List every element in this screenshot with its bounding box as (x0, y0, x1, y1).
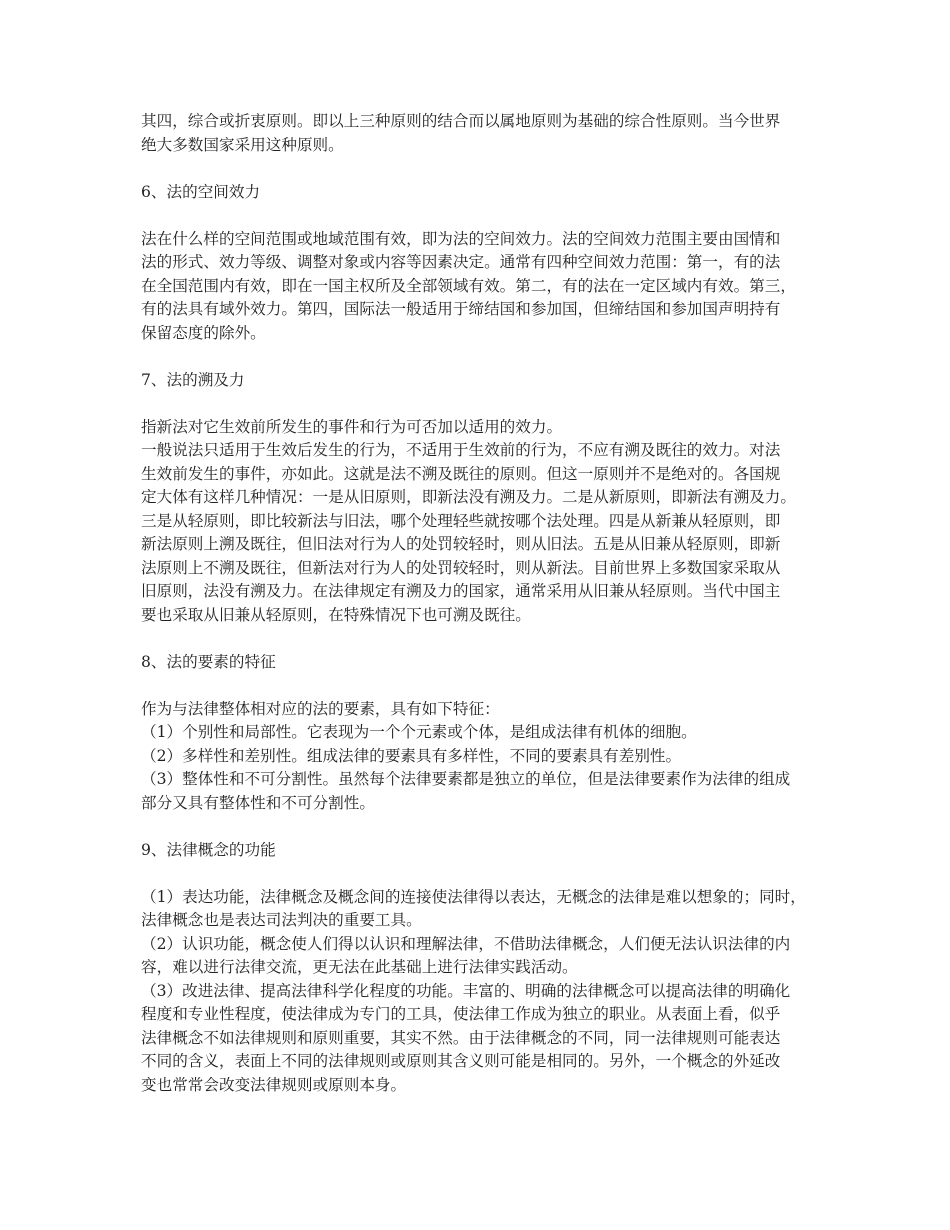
text-line: 保留态度的除外。 (141, 323, 266, 342)
text-line: （2）认识功能，概念使人们得以认识和理解法律，不借助法律概念，人们便无法认识法律的内 (141, 934, 791, 953)
text-line: 法的形式、效力等级、调整对象或内容等因素决定。通常有四种空间效力范围：第一，有的法 (141, 253, 781, 271)
text-line: 三是从轻原则，即比较新法与旧法，哪个处理轻些就按哪个法处理。四是从新兼从轻原则，即 (141, 511, 781, 530)
text-line: 法律概念不如法律规则和原则重要，其实不然。由于法律概念的不同，同一法律规则可能表达 (141, 1028, 781, 1047)
section-heading-8: 8、法的要素的特征 (141, 652, 276, 671)
text-line: 变也常常会改变法律规则或原则本身。 (141, 1075, 407, 1094)
paragraph-retroactivity (141, 416, 813, 628)
text-line: 一般说法只适用于生效后发生的行为，不适用于生效前的行为，不应有溯及既往的效力。对法 (141, 441, 781, 459)
section-heading-9: 9、法律概念的功能 (141, 840, 276, 859)
text-line: 部分又具有整体性和不可分割性。 (141, 793, 375, 812)
text-line: 指新法对它生效前所发生的事件和行为可否加以适用的效力。 (141, 417, 563, 436)
text-line: 法原则上不溯及既往，但新法对行为人的处罚较轻时，则从新法。目前世界上多数国家采取从 (141, 558, 781, 577)
text-line: 在全国范围内有效，即在一国主权所及全部领域有效。第二，有的法在一定区域内有效。第三， (141, 276, 796, 295)
text-line: （1）个别性和局部性。它表现为一个个元素或个体，是组成法律有机体的细胞。 (141, 723, 697, 741)
paragraph-spatial-effect (141, 228, 813, 346)
text-line: （3）整体性和不可分割性。虽然每个法律要素都是独立的单位，但是法律要素作为法律的组成 (141, 770, 791, 788)
text-line: 法在什么样的空间范围或地域范围有效，即为法的空间效力。法的空间效力范围主要由国情和 (141, 229, 781, 248)
text-line: 不同的含义，表面上不同的法律规则或原则其含义则可能是相同的。另外，一个概念的外延改 (141, 1052, 781, 1070)
text-line: 有的法具有域外效力。第四，国际法一般适用于缔结国和参加国，但缔结国和参加国声明持有 (141, 300, 781, 318)
paragraph-law-elements (141, 698, 813, 816)
text-line: 新法原则上溯及既往，但旧法对行为人的处罚较轻时，则从旧法。五是从旧兼从轻原则，即新 (141, 535, 781, 553)
text-line: 其四，综合或折衷原则。即以上三种原则的结合而以属地原则为基础的综合性原则。当今世界 (141, 112, 781, 130)
document-page (141, 110, 813, 1097)
text-line: 容，难以进行法律交流，更无法在此基础上进行法律实践活动。 (141, 958, 578, 976)
text-line: 程度和专业性程度，使法律成为专门的工具，使法律工作成为独立的职业。从表面上看，似乎 (141, 1005, 781, 1023)
text-line: （2）多样性和差别性。组成法律的要素具有多样性，不同的要素具有差别性。 (141, 746, 682, 765)
text-line: 生效前发生的事件，亦如此。这就是法不溯及既往的原则。但这一原则并不是绝对的。各国规 (141, 464, 781, 483)
paragraph-concept-functions (141, 886, 813, 1098)
section-heading-6: 6、法的空间效力 (141, 182, 261, 201)
paragraph-principle-four (141, 110, 813, 157)
text-line: 定大体有这样几种情况：一是从旧原则，即新法没有溯及力。二是从新原则，即新法有溯及力。 (141, 488, 796, 506)
text-line: （1）表达功能，法律概念及概念间的连接使法律得以表达，无概念的法律是难以想象的；同时， (141, 887, 806, 906)
text-line: 旧原则，法没有溯及力。在法律规定有溯及力的国家，通常采用从旧兼从轻原则。当代中国主 (141, 582, 781, 600)
text-line: 法律概念也是表达司法判决的重要工具。 (141, 911, 422, 929)
text-line: 要也采取从旧兼从轻原则，在特殊情况下也可溯及既往。 (141, 605, 531, 624)
text-line: 作为与法律整体相对应的法的要素，具有如下特征： (141, 699, 500, 718)
text-line: （3）改进法律、提高法律科学化程度的功能。丰富的、明确的法律概念可以提高法律的明确化 (141, 981, 791, 1000)
section-heading-7: 7、法的溯及力 (141, 370, 245, 389)
text-line: 绝大多数国家采用这种原则。 (141, 135, 344, 154)
